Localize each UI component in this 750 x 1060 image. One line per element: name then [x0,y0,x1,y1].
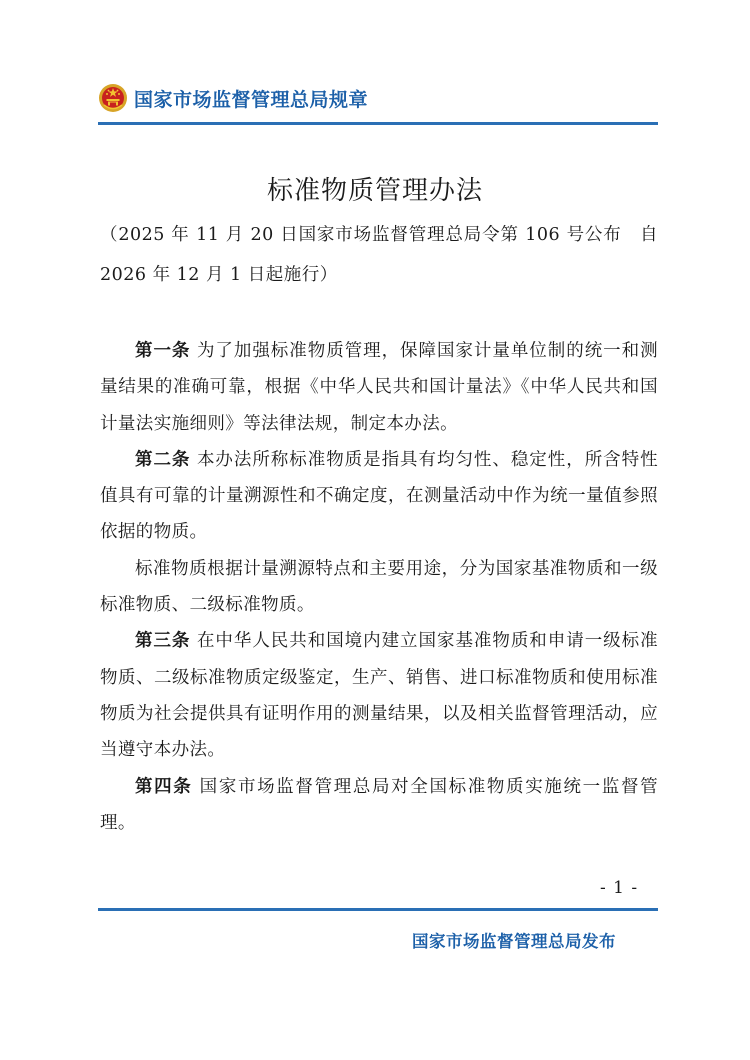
document-body [100,333,658,841]
page-number: - 1 - [600,878,639,898]
article-heading: 第四条 [135,776,193,797]
footer-publisher: 国家市场监督管理总局发布 [412,932,616,951]
page-header [98,80,368,116]
article-4 [100,769,658,842]
article-2 [100,442,658,551]
header-title: 国家市场监督管理总局规章 [134,88,369,111]
header-rule [98,122,658,125]
article-heading: 第一条 [135,341,191,361]
article-text: 国家市场监督管理总局对全国标准物质实施统一监督管理。 [100,776,658,833]
article-text: 本办法所称标准物质是指具有均匀性、稳定性，所含特性值具有可靠的计量溯源性和不确定度，在测量活动中作为统一量值参照依据的物质。 [100,449,659,543]
article-1 [100,333,658,442]
article-text: 在中华人民共和国境内建立国家基准物质和申请一级标准物质、二级标准物质定级鉴定，生产、销售、进口标准物质和使用标准物质为社会提供具有证明作用的测量结果，以及相关监督管理活动，应当遵守本办法。 [100,631,659,761]
article-2-paragraph-2 [100,551,658,624]
document-title: 标准物质管理办法 [266,176,483,206]
document-subtitle: （2025 年 11 月 20 日国家市场监督管理总局令第 106 号公布 自 2026 年 12 月 1 日起施行） [100,225,658,285]
footer-rule [98,908,658,911]
article-text: 为了加强标准物质管理，保障国家计量单位制的统一和测量结果的准确可靠，根据《中华人民共和国计量法》《中华人民共和国计量法实施细则》等法律法规，制定本办法。 [100,341,659,434]
article-heading: 第二条 [135,449,191,470]
article-heading: 第三条 [135,631,191,652]
article-3 [100,623,658,768]
article-text: 标准物质根据计量溯源特点和主要用途，分为国家基准物质和一级标准物质、二级标准物质。 [100,558,658,616]
national-emblem-icon [98,83,128,113]
